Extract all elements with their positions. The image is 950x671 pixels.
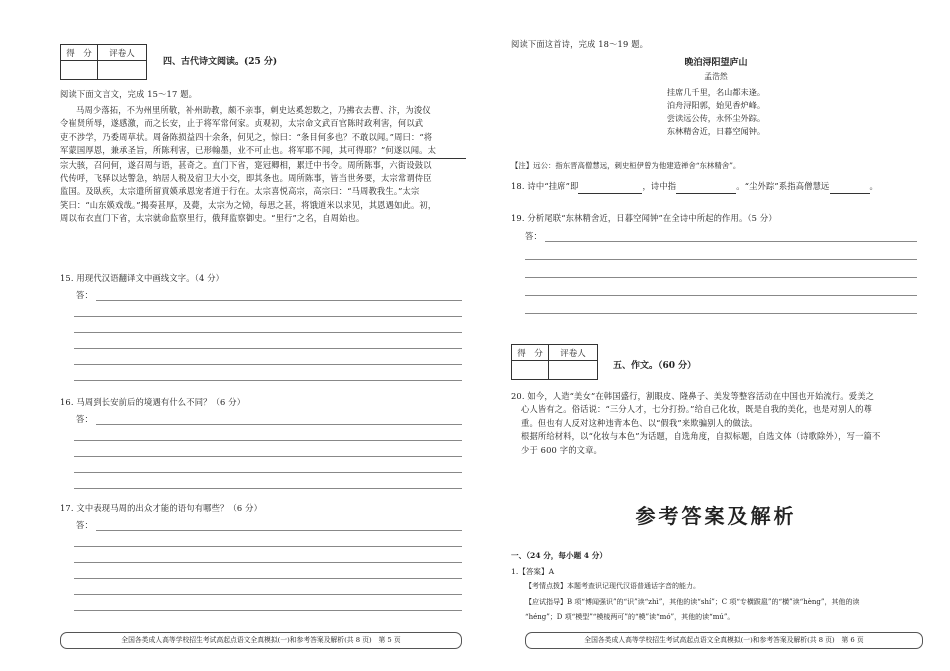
answer-line[interactable] xyxy=(74,316,462,317)
question-18 xyxy=(511,180,878,194)
answer-line[interactable] xyxy=(74,380,462,381)
page-footer: 全国各类成人高等学校招生考试高起点语文全真模拟(一)和参考答案及解析(共 8 页) 第 5 页 xyxy=(60,632,462,649)
poem-line: 东林精舍近，日暮空闻钟。 xyxy=(666,126,766,136)
answer-line[interactable] xyxy=(74,456,462,457)
q20-line: 重。但也有人反对这种违背本色、以“假我”来欺骗别人的做法。 xyxy=(521,417,758,428)
passage-line: 吏不涉学，乃委周草状。周备陈损益四十余条，何见之，惊曰：“条目何多也？不敢以闻。”周曰：“将 xyxy=(60,131,433,142)
answer-line[interactable] xyxy=(96,424,462,425)
answer-1-guide: 【应试指导】B 项“博闻强识”的“识”读“zhì”，其他的读“shí”；C 项“专横跋扈”的“横”读“hèng”，其他的读 xyxy=(525,598,860,606)
answer-line[interactable] xyxy=(74,610,462,611)
poem-note: 【注】远公：指东晋高僧慧远，刺史桓伊曾为他建造禅舍“东林精舍”。 xyxy=(511,161,741,170)
poem-title: 晚泊浔阳望庐山 xyxy=(684,58,748,68)
answer-line[interactable] xyxy=(525,313,917,314)
answer-1-guide: “héng”；D 项“模型”“模棱两可”的“模”读“mó”，其他的读“mú”。 xyxy=(525,613,735,621)
answer-line[interactable] xyxy=(74,440,462,441)
q18-text: ，诗中指 xyxy=(642,181,677,191)
passage-line: 马周少落拓，不为州里所敬，补州助教，颇不亲事，刺史达奚恕数之，乃拂衣去曹、汴，为浚仪 xyxy=(76,105,431,115)
passage-line: 代传呼，飞驿以达警急，纳居人税及宿卫大小交，即其条也。周所陈事，皆当世务要，太宗常谓侍臣 xyxy=(60,173,432,184)
q18-text: 。“尘外踪”系指高僧慧远 xyxy=(736,181,830,191)
score-label: 得 分 xyxy=(512,345,549,361)
answer-label: 答： xyxy=(76,520,93,530)
poem-line: 尝读远公传，永怀尘外踪。 xyxy=(666,113,766,123)
fill-blank-3[interactable] xyxy=(830,180,870,194)
passage-line: 令崔贤所辱，遂感激，而之长安，止于将军常何家。贞观初，太宗命文武百官陈时政利害，何以武 xyxy=(60,118,424,129)
answer-line[interactable] xyxy=(74,594,462,595)
question-15: 15. 用现代汉语翻译文中画线文字。（4 分） xyxy=(60,273,225,283)
score-label: 得 分 xyxy=(61,45,98,61)
answer-label: 答： xyxy=(525,231,542,241)
answer-line[interactable] xyxy=(525,259,917,260)
q20-line: 20. 如今，人造“美女”在韩国盛行，割眼皮、隆鼻子、美发等整容活动在中国也开始流行。爱美之 xyxy=(511,391,875,401)
question-17: 17. 文中表现马周的出众才能的语句有哪些？（6 分） xyxy=(60,503,263,513)
question-20 xyxy=(511,390,921,457)
poem-author: 孟浩然 xyxy=(704,72,728,81)
answer-1-point: 【考情点拨】本题考查识记现代汉语普通话字音的能力。 xyxy=(525,582,700,590)
grader-label: 评卷人 xyxy=(549,345,598,361)
question-19: 19. 分析尾联“东林精舍近，日暮空闻钟”在全诗中所起的作用。（5 分） xyxy=(511,213,777,223)
section5-title: 五、作文。（60 分） xyxy=(613,361,697,371)
right-page xyxy=(475,0,950,671)
poem-line: 挂席几千里，名山都未逢。 xyxy=(666,87,766,97)
q18-text: 。 xyxy=(869,181,878,191)
section1-heading: 一、（24 分，每小题 4 分） xyxy=(511,551,607,560)
answer-line[interactable] xyxy=(74,332,462,333)
answer-1: 1.【答案】A xyxy=(511,567,555,576)
grader-cell xyxy=(98,61,147,80)
answer-line[interactable] xyxy=(74,578,462,579)
answer-line[interactable] xyxy=(96,530,462,531)
page-footer: 全国各类成人高等学校招生考试高起点语文全真模拟(一)和参考答案及解析(共 8 页) 第 6 页 xyxy=(525,632,923,649)
answer-line[interactable] xyxy=(96,300,462,301)
answer-line[interactable] xyxy=(74,348,462,349)
q18-text: 18. 诗中“挂席”即 xyxy=(511,181,579,191)
poem-intro: 阅读下面这首诗，完成 18～19 题。 xyxy=(511,39,649,49)
reading-intro: 阅读下面文言文，完成 15～17 题。 xyxy=(60,89,198,99)
grader-label: 评卷人 xyxy=(98,45,147,61)
grader-cell xyxy=(549,361,598,380)
fill-blank-2[interactable] xyxy=(676,180,736,194)
score-cell xyxy=(61,61,98,80)
answer-line[interactable] xyxy=(74,472,462,473)
answer-line[interactable] xyxy=(545,241,917,242)
fill-blank-1[interactable] xyxy=(578,180,642,194)
passage-line: 笑曰：“山东媖戏哉。”揭奏甚厚，及薨，太宗为之恸，每思之甚，将饿道米以求见，其恩遇如此。初， xyxy=(60,199,437,210)
answer-line[interactable] xyxy=(74,488,462,489)
classical-passage xyxy=(60,104,466,226)
passage-line: 周以布衣直门下省，太宗就命监察里行，俄拜监察御史。“里行”之名，自周始也。 xyxy=(60,213,365,224)
score-cell xyxy=(512,361,549,380)
passage-line-underlined: 军蒙国厚恩，兼承圣旨，所陈利害，已形翰墨，业不可止也。将军耶不闻，其可得耶？”何遂以闻。太 xyxy=(60,144,466,158)
answer-label: 答： xyxy=(76,290,93,300)
q20-line: 根据所给材料，以“化妆与本色”为话题，自选角度，自拟标题，自选文体（诗歌除外），写一篇不 xyxy=(521,431,881,442)
passage-line: 监国。及臥疾，太宗遣所留貢媖承恩宠者道于行在。太宗喜悦高宗，高宗曰：“马周教我生。”太宗 xyxy=(60,186,420,197)
q20-line: 心人皆有之。俗话说：“三分人才，七分打扮。”给自己化妆，既是自我的美化，也是对别人的尊 xyxy=(521,404,872,415)
poem-line: 泊舟浔阳郭，始见香炉峰。 xyxy=(666,100,766,110)
answer-line[interactable] xyxy=(74,562,462,563)
section4-title: 四、古代诗文阅读。(25 分) xyxy=(163,57,278,67)
poem-body xyxy=(511,86,921,138)
answer-line[interactable] xyxy=(74,364,462,365)
q20-line: 少于 600 字的文章。 xyxy=(521,444,602,455)
passage-line: 宗大骇，召问何，遂召周与语，甚奇之。直门下省，寔冠卿相，累迁中书令。周所陈事，六街设鼓以 xyxy=(60,159,432,170)
question-16: 16. 马周到长安前后的境遇有什么不同？（6 分） xyxy=(60,397,246,407)
answer-line[interactable] xyxy=(525,295,917,296)
answers-title: 参考答案及解析 xyxy=(635,504,797,528)
answer-line[interactable] xyxy=(74,546,462,547)
score-box xyxy=(60,44,147,80)
answer-label: 答： xyxy=(76,414,93,424)
score-box xyxy=(511,344,598,380)
answer-line[interactable] xyxy=(525,277,917,278)
